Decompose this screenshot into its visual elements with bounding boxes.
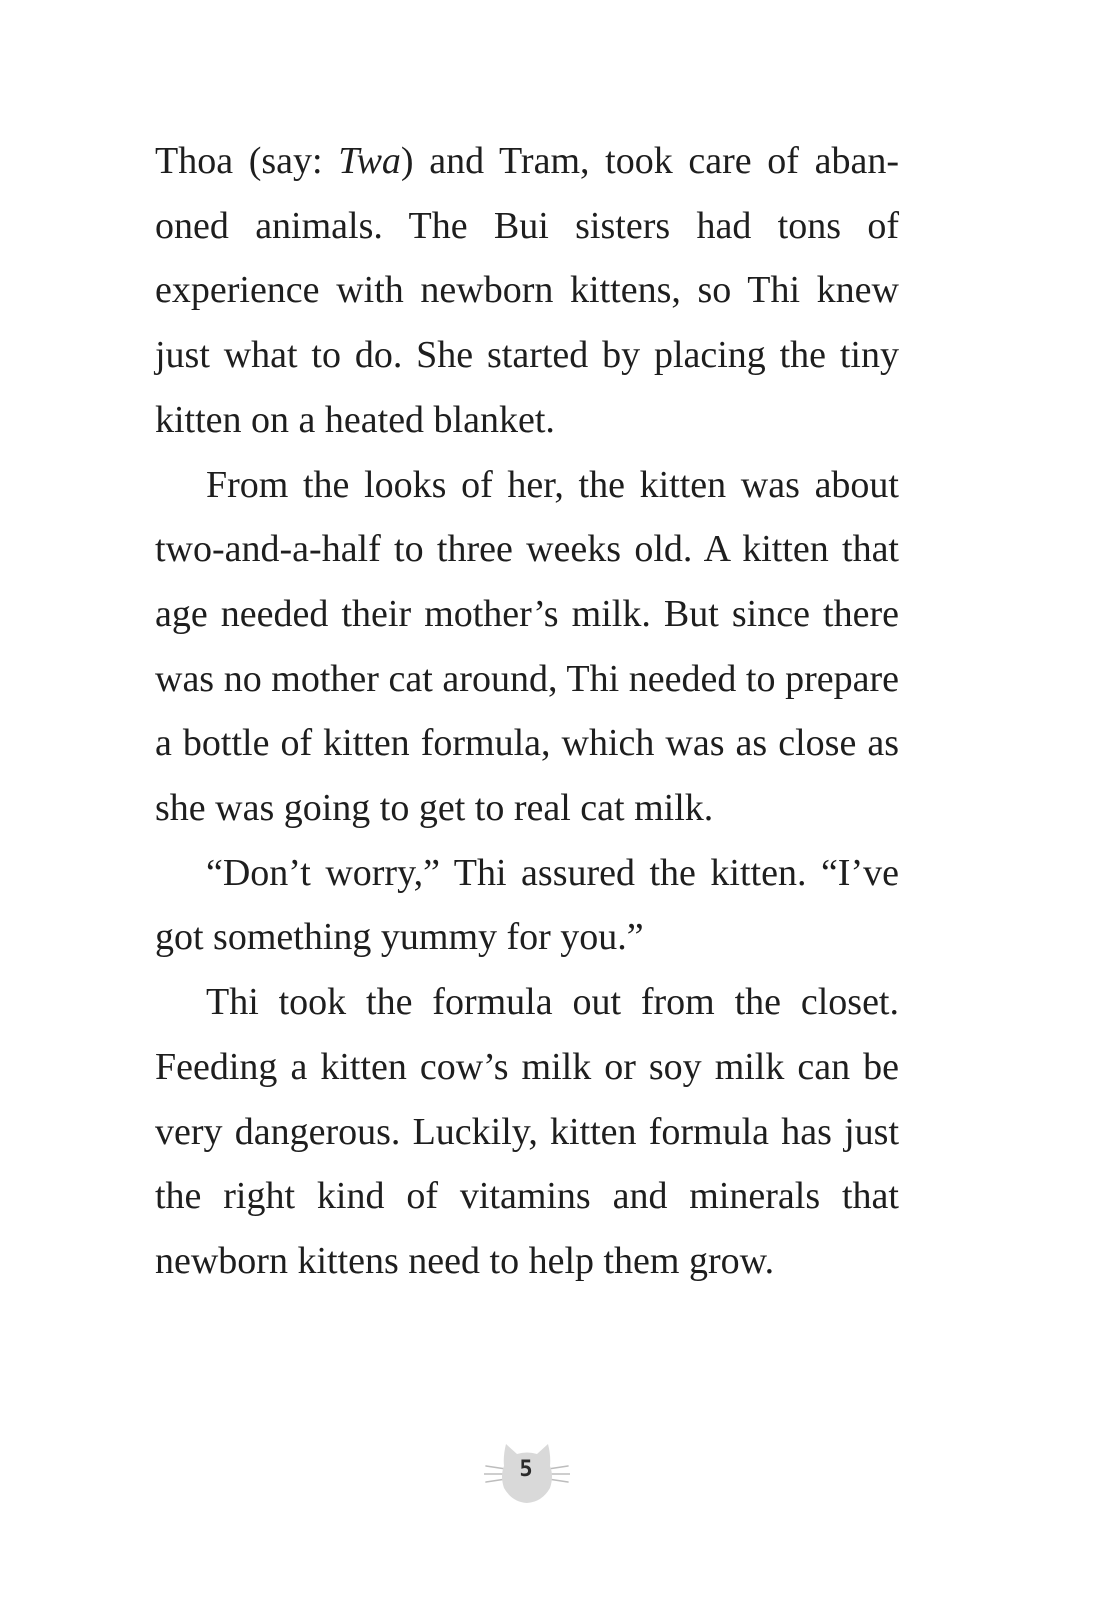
- paragraph-1: [155, 129, 899, 453]
- body-text: [155, 129, 899, 1294]
- page-number: 5: [519, 1457, 533, 1482]
- pronunciation-emphasis: Twa: [338, 140, 401, 182]
- page-footer: [0, 1436, 1101, 1516]
- paragraph-1-rest: ) and Tram, took care of abanoned animals. The Bui sisters had tons of experience with newborn kittens, so Thi knew just what to do. She started by placing the tiny kitten on a heated blanket.: [155, 140, 899, 441]
- paragraph-4: Thi took the formula out from the closet. Feeding a kitten cow’s milk or soy milk can be very dangerous. Luckily, kitten formula has just the right kind of vitamins and minerals that newborn kittens need to help them grow.: [155, 981, 899, 1282]
- paragraph-2: From the looks of her, the kitten was about two-and-a-half to three weeks old. A kitten that age needed their mother’s milk. But since there was no mother cat around, Thi needed to prepare a bottle of kitten formula, which was as close as she was going to get to real cat milk.: [155, 463, 899, 830]
- paragraph-1-lead: Thoa (say:: [155, 140, 339, 182]
- paragraph-3: “Don’t worry,” Thi assured the kitten. “I’ve got something yummy for you.”: [155, 851, 899, 959]
